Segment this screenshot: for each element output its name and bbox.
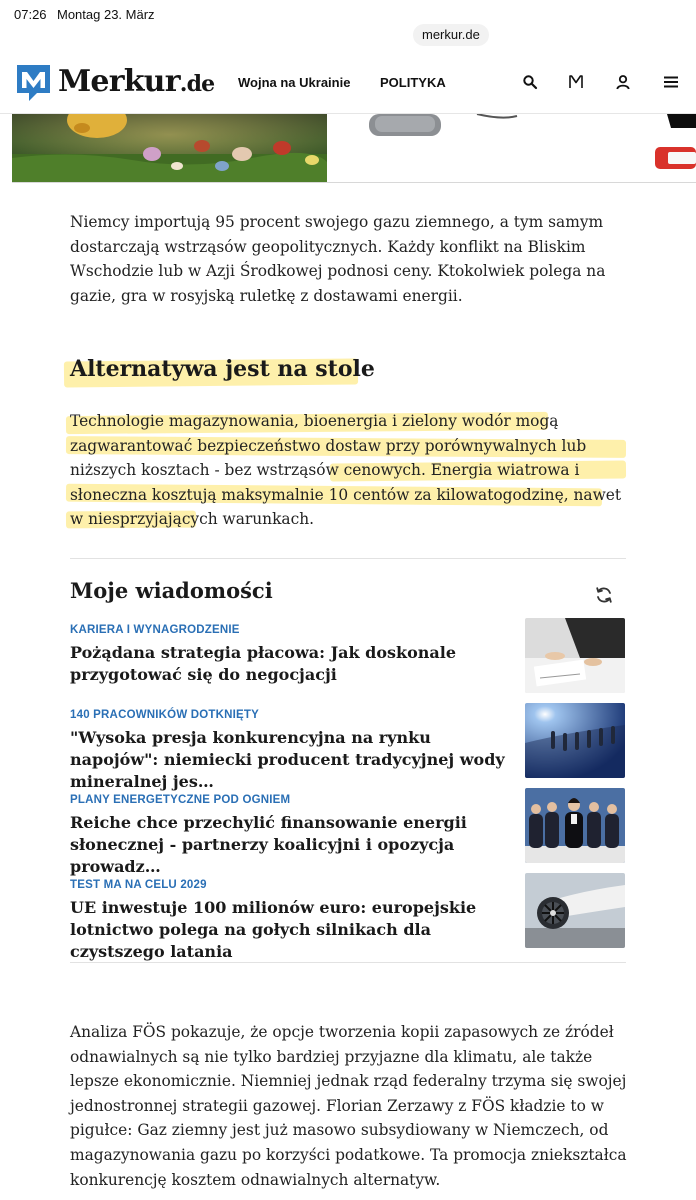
news-thumbnail[interactable] <box>525 873 625 948</box>
easter-image <box>12 114 327 183</box>
section-divider <box>70 962 626 963</box>
site-header <box>0 50 696 114</box>
article-subheading: Alternatywa jest na stole <box>70 356 375 382</box>
nav-politics[interactable]: POLITYKA <box>380 75 446 90</box>
product-image <box>327 114 696 183</box>
news-thumbnail[interactable] <box>525 618 625 693</box>
news-headline[interactable]: Reiche chce przechylić finansowanie energii słonecznej - partnerzy koalicyjni i opozycja prowadz… <box>70 813 467 876</box>
my-news-title: Moje wiadomości <box>70 578 273 603</box>
merkur-logo-icon <box>15 63 52 103</box>
section-divider <box>70 558 626 559</box>
news-thumbnail[interactable] <box>525 703 625 778</box>
article-paragraph-1: Niemcy importują 95 procent swojego gazu ziemnego, a tym samym dostarczają wstrząsów geopolitycznych. Każdy konflikt na Bliskim Wschodzie lub w Azji Środkowej podnosi ceny. Ktokolwiek polega na gazie, gra w rosyjską ruletkę z dostawami energii. <box>70 213 606 305</box>
top-image-strip <box>12 114 696 183</box>
logo-wordmark: Merkur.de <box>58 64 215 99</box>
news-item[interactable] <box>70 709 626 791</box>
status-time: 07:26 <box>14 7 47 22</box>
article-paragraph-3: Analiza FÖS pokazuje, że opcje tworzenia kopii zapasowych ze źródeł odnawialnych są nie tylko bardziej przyjazne dla klimatu, ale także lepsze ekonomicznie. Niemniej jednak rząd federalny trzyma się swojej jednostronnej strategii gazowej. Florian Zerzawy z FÖS kładzie to w pigułce: Gaz ziemny jest już masowo subsydiowany w Niemczech, od magazynowania gazu po korzyści podatkowe. Ta promocja zniekształca konkurencję kosztem odnawialnych alternatyw. <box>70 1023 627 1189</box>
article-paragraph-2: Technologie magazynowania, bioenergia i zielony wodór mogą zagwarantować bezpieczeństwo dostaw przy porównywalnych lub niższych kosztach - bez wstrząsów cenowych. Energia wiatrowa i słoneczna kosztują maksymalnie 10 centów za kilowatogodzinę, nawet w niesprzyjających warunkach. <box>70 412 622 529</box>
news-headline[interactable]: Pożądana strategia płacowa: Jak doskonale przygotować się do negocjacji <box>70 643 457 684</box>
news-headline[interactable]: UE inwestuje 100 milionów euro: europejskie lotnictwo polega na gołych silnikach dla czystszego latania <box>70 898 477 961</box>
refresh-icon[interactable] <box>594 585 614 605</box>
news-kicker: TEST MA NA CELU 2029 <box>70 879 207 891</box>
user-icon[interactable] <box>613 72 633 92</box>
menu-icon[interactable] <box>661 72 681 92</box>
news-headline[interactable]: "Wysoka presja konkurencyjna na rynku napojów": niemiecki producent tradycyjnej wody mineralnej jes… <box>70 728 505 791</box>
news-kicker: 140 PRACOWNIKÓW DOTKNIĘTY <box>70 709 260 721</box>
merkur-m-icon[interactable] <box>566 72 586 92</box>
status-date: Montag 23. März <box>57 7 155 22</box>
site-logo[interactable] <box>15 63 214 103</box>
news-kicker: KARIERA I WYNAGRODZENIE <box>70 624 240 636</box>
news-item[interactable] <box>70 879 626 961</box>
news-thumbnail[interactable] <box>525 788 625 863</box>
search-icon[interactable] <box>520 72 540 92</box>
url-pill[interactable]: merkur.de <box>413 24 489 46</box>
status-bar <box>0 0 696 30</box>
news-kicker: PLANY ENERGETYCZNE POD OGNIEM <box>70 794 291 806</box>
nav-ukraine[interactable]: Wojna na Ukrainie <box>238 75 351 90</box>
strip-divider <box>12 182 696 183</box>
news-item[interactable] <box>70 624 626 700</box>
news-item[interactable] <box>70 794 626 876</box>
